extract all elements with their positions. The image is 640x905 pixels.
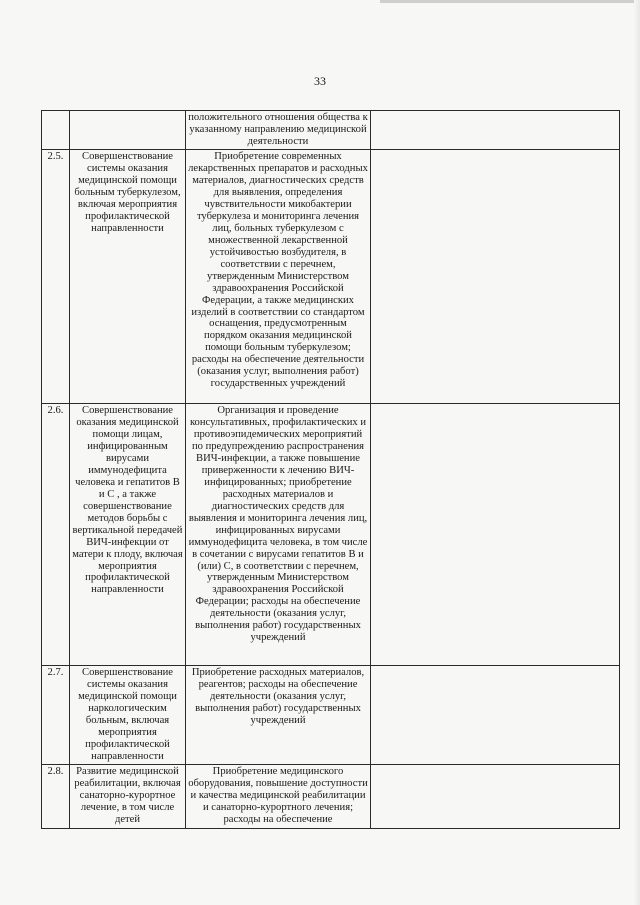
measure-extra xyxy=(371,149,620,403)
table-row xyxy=(42,764,620,828)
row-number: 2.8. xyxy=(42,764,70,828)
measure-name xyxy=(70,111,186,150)
measure-extra xyxy=(371,764,620,828)
row-number xyxy=(42,111,70,150)
scan-artifact-edge xyxy=(634,0,640,905)
table-row xyxy=(42,149,620,403)
measure-name: Совершенствование системы оказания медицинской помощи больным туберкулезом, включая мероприятия профилактической направленности xyxy=(70,149,186,403)
scan-artifact-top xyxy=(380,0,640,3)
page-number: 33 xyxy=(314,74,326,88)
measure-description: Организация и проведение консультативных, профилактических и противоэпидемических мероприятий по предупреждению распространения ВИЧ-инфекции, а также повышение приверженности к лечению ВИЧ-инфицированных; приобретение расходных материалов и диагностических средств для выявления и мониторинга лечения лиц, инфицированных вирусами иммунодефицита человека, в том числе в сочетании с вирусами гепатитов В и (или) С, в соответствии с перечнем, утвержденным Министерством здравоохранения Российской Федерации; расходы на обеспечение деятельности (оказания услуг, выполнения работ) государственных учреждений xyxy=(186,403,371,665)
table-row xyxy=(42,403,620,665)
measure-name: Совершенствование оказания медицинской помощи лицам, инфицированным вирусами иммунодефицита человека и гепатитов В и С , а также совершенствование методов борьбы с вертикальной передачей ВИЧ-инфекции от матери к плоду, включая мероприятия профилактической направленности xyxy=(70,403,186,665)
measure-description: Приобретение расходных материалов, реагентов; расходы на обеспечение деятельности (оказания услуг, выполнения работ) государственных учреждений xyxy=(186,665,371,764)
row-number: 2.7. xyxy=(42,665,70,764)
measure-extra xyxy=(371,665,620,764)
measure-description: положительного отношения общества к указанному направлению медицинской деятельности xyxy=(186,111,371,150)
measure-name: Совершенствование системы оказания медицинской помощи наркологическим больным, включая мероприятия профилактической направленности xyxy=(70,665,186,764)
table-row xyxy=(42,665,620,764)
row-number: 2.6. xyxy=(42,403,70,665)
row-number: 2.5. xyxy=(42,149,70,403)
measure-extra xyxy=(371,403,620,665)
table-row xyxy=(42,111,620,150)
measure-extra xyxy=(371,111,620,150)
measure-description: Приобретение современных лекарственных препаратов и расходных материалов, диагностических средств для выявления, определения чувствительности микобактерии туберкулеза и мониторинга лечения лиц, больных туберкулезом с множественной лекарственной устойчивостью возбудителя, в соответствии с перечнем, утвержденным Министерством здравоохранения Российской Федерации, а также медицинских изделий в соответствии со стандартом оснащения, предусмотренным порядком оказания медицинской помощи больным туберкулезом; расходы на обеспечение деятельности (оказания услуг, выполнения работ) государственных учреждений xyxy=(186,149,371,403)
measure-description: Приобретение медицинского оборудования, повышение доступности и качества медицинской реабилитации и санаторно-курортного лечения; расходы на обеспечение xyxy=(186,764,371,828)
measure-name: Развитие медицинской реабилитации, включая санаторно-курортное лечение, в том числе детей xyxy=(70,764,186,828)
measures-table xyxy=(41,110,620,829)
